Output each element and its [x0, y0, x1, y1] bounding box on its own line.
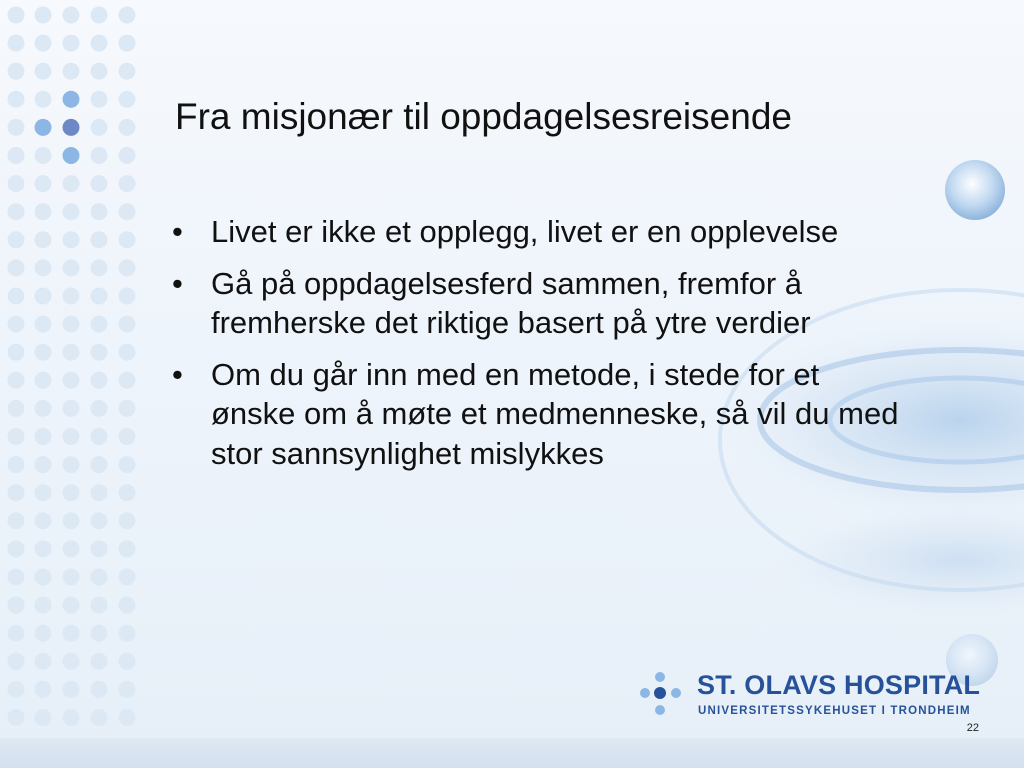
- decorative-dot: [91, 625, 108, 642]
- decorative-dot: [35, 569, 52, 586]
- decorative-dot: [35, 63, 52, 80]
- decorative-dot: [119, 119, 136, 136]
- decorative-dot: [35, 681, 52, 698]
- decorative-dot: [119, 175, 136, 192]
- decorative-dot: [8, 231, 25, 248]
- decorative-dot: [91, 653, 108, 670]
- decorative-dot: [63, 259, 80, 276]
- decorative-dot: [119, 681, 136, 698]
- decorative-dot: [119, 709, 136, 726]
- decorative-dot: [63, 540, 80, 557]
- decorative-dot: [91, 288, 108, 305]
- decorative-dot: [8, 35, 25, 52]
- decorative-dot: [8, 597, 25, 614]
- decorative-dot: [119, 7, 136, 24]
- slide-title: Fra misjonær til oppdagelsesreisende: [175, 96, 792, 137]
- decorative-dot: [8, 63, 25, 80]
- decorative-dot: [35, 175, 52, 192]
- decorative-dot: [8, 288, 25, 305]
- decorative-dot: [35, 372, 52, 389]
- decorative-dot: [119, 597, 136, 614]
- page-number: 22: [966, 722, 979, 734]
- decorative-dot: [63, 597, 80, 614]
- decorative-dot: [63, 91, 80, 108]
- decorative-dot: [8, 372, 25, 389]
- logo-subtitle: UNIVERSITETSSYKEHUSET I TRONDHEIM: [698, 705, 971, 717]
- decorative-dot: [63, 456, 80, 473]
- decorative-dot: [8, 625, 25, 642]
- decorative-dot: [63, 344, 80, 361]
- decorative-dot: [119, 91, 136, 108]
- decorative-dot: [8, 569, 25, 586]
- decorative-dot: [35, 484, 52, 501]
- decorative-dot: [8, 316, 25, 333]
- decorative-dot: [119, 456, 136, 473]
- decorative-dot: [119, 372, 136, 389]
- decorative-dot: [91, 372, 108, 389]
- decorative-dot: [8, 512, 25, 529]
- decorative-dot: [8, 428, 25, 445]
- decorative-dot: [63, 400, 80, 417]
- bullet-item: • Gå på oppdagelsesferd sammen, fremfor å fremherske det riktige basert på ytre verdier: [166, 264, 901, 343]
- decorative-dot: [119, 63, 136, 80]
- decorative-dot: [63, 288, 80, 305]
- decorative-dot: [119, 288, 136, 305]
- decorative-dot: [8, 119, 25, 136]
- decorative-dot: [119, 35, 136, 52]
- decorative-dot: [91, 344, 108, 361]
- decorative-dot: [35, 400, 52, 417]
- decorative-dot: [35, 147, 52, 164]
- decorative-dot: [119, 259, 136, 276]
- decorative-dot: [119, 512, 136, 529]
- decorative-dot: [63, 147, 80, 164]
- decorative-dot: [119, 316, 136, 333]
- decorative-dot: [119, 540, 136, 557]
- decorative-dot: [35, 119, 52, 136]
- decorative-dot: [8, 7, 25, 24]
- decorative-dot: [63, 7, 80, 24]
- bullet-item: • Livet er ikke et opplegg, livet er en opplevelse: [166, 212, 901, 252]
- hospital-logo: [636, 670, 992, 722]
- decorative-dot: [91, 7, 108, 24]
- decorative-dot: [8, 653, 25, 670]
- decorative-dot: [91, 231, 108, 248]
- decorative-dot: [91, 428, 108, 445]
- decorative-dot: [63, 625, 80, 642]
- decorative-dot: [63, 653, 80, 670]
- decorative-dot: [63, 316, 80, 333]
- decorative-dot: [63, 569, 80, 586]
- decorative-dot: [91, 569, 108, 586]
- decorative-dot: [35, 653, 52, 670]
- decorative-dot: [8, 91, 25, 108]
- decorative-dot: [63, 428, 80, 445]
- decorative-dot: [119, 231, 136, 248]
- decorative-dot: [91, 484, 108, 501]
- bullet-list: [166, 212, 901, 485]
- decorative-dot: [63, 681, 80, 698]
- decorative-dot: [8, 709, 25, 726]
- decorative-dot: [35, 316, 52, 333]
- decorative-dot: [119, 203, 136, 220]
- decorative-dot: [91, 63, 108, 80]
- decorative-dot: [91, 147, 108, 164]
- decorative-dot: [8, 400, 25, 417]
- decorative-dot: [63, 372, 80, 389]
- decorative-dot: [35, 709, 52, 726]
- decorative-dot: [91, 119, 108, 136]
- decorative-dot: [35, 259, 52, 276]
- decorative-dot: [91, 203, 108, 220]
- decorative-dot: [91, 597, 108, 614]
- decorative-dot: [8, 203, 25, 220]
- decorative-dot-grid: [0, 0, 150, 740]
- decorative-dot: [91, 91, 108, 108]
- decorative-dot: [63, 203, 80, 220]
- decorative-dot: [91, 512, 108, 529]
- decorative-dot: [8, 681, 25, 698]
- decorative-dot: [91, 35, 108, 52]
- decorative-dot: [35, 540, 52, 557]
- decorative-dot: [8, 259, 25, 276]
- decorative-dot: [91, 259, 108, 276]
- decorative-dot: [63, 484, 80, 501]
- logo-name: ST. OLAVS HOSPITAL: [697, 670, 981, 700]
- decorative-dot: [91, 456, 108, 473]
- decorative-dot: [119, 625, 136, 642]
- decorative-dot: [119, 428, 136, 445]
- decorative-dot: [63, 35, 80, 52]
- decorative-dot: [8, 175, 25, 192]
- decorative-dot: [63, 63, 80, 80]
- decorative-dot: [91, 681, 108, 698]
- decorative-dot: [119, 484, 136, 501]
- decorative-dot: [8, 344, 25, 361]
- decorative-dot: [35, 625, 52, 642]
- decorative-dot: [91, 709, 108, 726]
- decorative-dot: [35, 7, 52, 24]
- decorative-dot: [91, 540, 108, 557]
- decorative-dot: [35, 288, 52, 305]
- logo-dots-icon: [636, 670, 696, 720]
- decorative-dot: [8, 540, 25, 557]
- decorative-dot: [35, 512, 52, 529]
- decorative-dot: [119, 147, 136, 164]
- decorative-dot: [63, 119, 80, 136]
- decorative-dot: [63, 512, 80, 529]
- decorative-dot: [35, 91, 52, 108]
- decorative-dot: [35, 597, 52, 614]
- bullet-item: • Om du går inn med en metode, i stede for et ønske om å møte et medmenneske, så vil du med stor sannsynlighet mislykkes: [166, 355, 901, 474]
- decorative-dot: [8, 456, 25, 473]
- decorative-dot: [63, 709, 80, 726]
- decorative-dot: [119, 400, 136, 417]
- decorative-dot: [91, 175, 108, 192]
- decorative-dot: [8, 484, 25, 501]
- decorative-dot: [35, 428, 52, 445]
- decorative-dot: [35, 35, 52, 52]
- decorative-dot: [91, 400, 108, 417]
- decorative-dot: [119, 344, 136, 361]
- decorative-dot: [35, 231, 52, 248]
- decorative-dot: [91, 316, 108, 333]
- decorative-dot: [35, 203, 52, 220]
- decorative-dot: [119, 653, 136, 670]
- decorative-dot: [63, 175, 80, 192]
- footer-band: [0, 738, 1024, 768]
- decorative-dot: [63, 231, 80, 248]
- decorative-dot: [35, 344, 52, 361]
- decorative-dot: [119, 569, 136, 586]
- decorative-dot: [8, 147, 25, 164]
- decorative-dot: [35, 456, 52, 473]
